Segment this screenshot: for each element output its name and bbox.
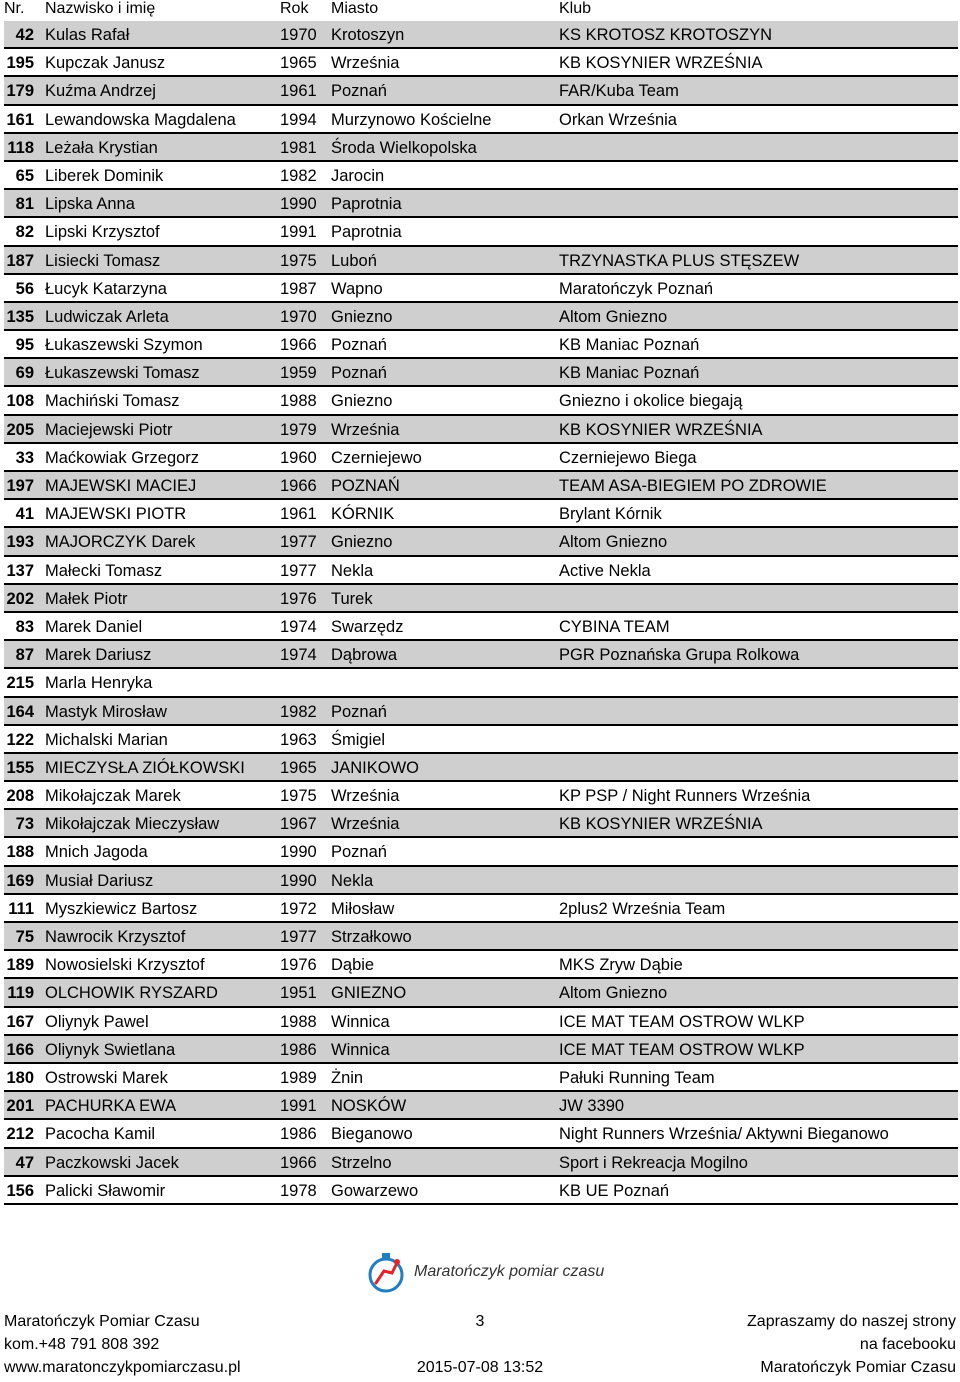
header-club: Klub (559, 0, 592, 17)
row-nr: 108 (6, 392, 34, 411)
row-name: Leżała Krystian (45, 138, 158, 157)
table-row (4, 979, 958, 1007)
row-year: 1981 (280, 138, 317, 157)
row-name: Mastyk Mirosław (45, 702, 167, 721)
row-club: KS KROTOSZ KROTOSZYN (559, 26, 773, 44)
row-year: 1972 (280, 899, 317, 918)
row-year: 1994 (280, 110, 317, 129)
row-city: Nekla (331, 561, 374, 580)
row-city: Poznań (331, 336, 387, 355)
row-name: Lipski Krzysztof (45, 223, 160, 242)
row-nr: 193 (6, 533, 34, 552)
page-footer (0, 1308, 960, 1382)
table-row (4, 1036, 958, 1064)
table-row (4, 106, 958, 134)
row-club: KB UE Poznań (559, 1181, 670, 1200)
row-city: Turek (331, 589, 373, 608)
row-nr: 189 (6, 956, 34, 975)
row-name: Oliynyk Swietlana (45, 1040, 176, 1059)
row-nr: 197 (6, 477, 34, 495)
row-nr: 41 (15, 505, 34, 524)
row-nr: 33 (15, 448, 34, 467)
table-row (4, 951, 958, 979)
row-name: Kupczak Janusz (45, 54, 166, 73)
row-year: 1974 (280, 617, 317, 636)
row-nr: 215 (6, 674, 34, 693)
row-name: Ostrowski Marek (45, 1068, 168, 1087)
table-row (4, 867, 958, 895)
row-club: Orkan Września (559, 110, 677, 129)
row-club: Brylant Kórnik (559, 505, 662, 524)
footer-website-link[interactable]: www.maratonczykpomiarczasu.pl (4, 1359, 241, 1376)
row-club: MKS Zryw Dąbie (559, 956, 683, 975)
row-year: 1967 (280, 815, 317, 834)
row-nr: 205 (6, 420, 34, 439)
row-nr: 187 (6, 251, 34, 270)
table-row (4, 726, 958, 754)
row-nr: 164 (6, 702, 34, 721)
header-year: Rok (280, 0, 309, 17)
footer-timestamp: 2015-07-08 13:52 (416, 1359, 544, 1376)
row-city: Września (331, 420, 400, 439)
row-year: 1951 (280, 984, 317, 1003)
row-club: KB Maniac Poznań (559, 336, 700, 355)
row-city: NOSKÓW (331, 1097, 407, 1116)
row-nr: 73 (15, 815, 34, 834)
row-year: 1988 (280, 392, 317, 411)
row-name: Mnich Jagoda (45, 843, 148, 862)
row-club: ICE MAT TEAM OSTROW WLKP (559, 1040, 805, 1059)
table-row (4, 190, 958, 218)
row-city: Poznań (331, 843, 387, 862)
row-nr: 111 (8, 899, 34, 918)
table-row (4, 641, 958, 669)
row-city: KÓRNIK (331, 505, 395, 524)
footer-company: Maratończyk Pomiar Czasu (4, 1313, 200, 1330)
row-name: Liberek Dominik (45, 166, 164, 185)
row-name: Mikołajczak Mieczysław (45, 815, 220, 834)
row-nr: 56 (15, 279, 34, 298)
row-name: Maciejewski Piotr (45, 420, 173, 439)
row-name: Mikołajczak Marek (45, 787, 181, 806)
row-name: Lewandowska Magdalena (45, 110, 236, 129)
row-year: 1991 (280, 1097, 317, 1116)
row-club: Pałuki Running Team (559, 1068, 715, 1087)
row-city: Września (331, 815, 400, 834)
row-nr: 180 (6, 1068, 34, 1087)
row-name: Łukaszewski Tomasz (45, 364, 200, 383)
table-row (4, 895, 958, 923)
row-year: 1974 (280, 646, 317, 665)
row-city: Strzelno (331, 1153, 392, 1172)
row-nr: 166 (6, 1040, 34, 1059)
row-name: Michalski Marian (45, 730, 168, 749)
table-row (4, 500, 958, 528)
row-year: 1966 (280, 477, 317, 495)
row-nr: 212 (6, 1125, 34, 1144)
row-city: Miłosław (331, 899, 395, 918)
footer-facebook-link[interactable]: na facebooku (859, 1336, 956, 1353)
row-nr: 169 (6, 871, 34, 890)
row-city: Poznań (331, 82, 387, 101)
row-name: Małecki Tomasz (45, 561, 163, 580)
row-city: Winnica (331, 1012, 390, 1031)
row-club: Gniezno i okolice biegają (559, 392, 743, 411)
row-city: Września (331, 787, 400, 806)
row-club: Altom Gniezno (559, 984, 668, 1003)
table-row (4, 387, 958, 415)
row-name: MIECZYSŁA ZIÓŁKOWSKI (45, 758, 245, 777)
row-name: Małek Piotr (45, 589, 128, 608)
row-nr: 167 (6, 1012, 34, 1031)
row-name: Musiał Dariusz (45, 871, 154, 890)
row-name: Marek Dariusz (45, 646, 152, 665)
row-club: KB KOSYNIER WRZEŚNIA (559, 815, 763, 834)
row-name: MAJORCZYK Darek (45, 533, 196, 552)
row-nr: 75 (15, 928, 34, 946)
table-row (4, 1177, 958, 1205)
row-name: Kulas Rafał (45, 26, 130, 44)
row-city: Dąbie (331, 956, 375, 975)
table-row (4, 21, 958, 49)
table-row (4, 134, 958, 162)
footer-brand: Maratończyk Pomiar Czasu (760, 1359, 956, 1376)
row-name: Machiński Tomasz (45, 392, 180, 411)
table-row (4, 810, 958, 838)
row-year: 1977 (280, 533, 317, 552)
table-row (4, 444, 958, 472)
row-city: Nekla (331, 871, 374, 890)
row-city: Gowarzewo (331, 1181, 419, 1200)
table-row (4, 585, 958, 613)
row-city: Swarzędz (331, 617, 404, 636)
header-name: Nazwisko i imię (45, 0, 156, 17)
row-nr: 202 (6, 589, 34, 608)
table-row (4, 528, 958, 556)
footer-phone: kom.+48 791 808 392 (4, 1336, 160, 1353)
row-name: MAJEWSKI PIOTR (45, 505, 187, 524)
table-row (4, 782, 958, 810)
row-nr: 137 (6, 561, 34, 580)
row-nr: 82 (15, 223, 34, 242)
table-row (4, 613, 958, 641)
table-row (4, 838, 958, 866)
footer-center (380, 1310, 580, 1379)
row-name: Łucyk Katarzyna (45, 279, 167, 298)
table-row (4, 754, 958, 782)
row-club: 2plus2 Września Team (559, 899, 726, 918)
row-name: Maćkowiak Grzegorz (45, 448, 200, 467)
row-city: Paprotnia (331, 223, 402, 242)
row-city: Wapno (331, 279, 383, 298)
row-club: Night Runners Września/ Aktywni Bieganowo (559, 1125, 889, 1144)
row-year: 1987 (280, 279, 317, 298)
brand-logo (362, 1247, 605, 1297)
row-year: 1982 (280, 702, 317, 721)
footer-invite: Zapraszamy do naszej strony (747, 1313, 956, 1330)
row-nr: 69 (15, 364, 34, 383)
row-city: Żnin (331, 1068, 364, 1087)
row-name: Paczkowski Jacek (45, 1153, 179, 1172)
table-row (4, 698, 958, 726)
row-nr: 65 (15, 166, 34, 185)
table-row (4, 1120, 958, 1148)
header-city: Miasto (331, 0, 379, 17)
row-nr: 156 (6, 1181, 34, 1200)
table-header (0, 0, 960, 20)
row-year: 1963 (280, 730, 317, 749)
row-club: Active Nekla (559, 561, 651, 580)
row-year: 1970 (280, 26, 317, 44)
row-year: 1970 (280, 307, 317, 326)
row-club: KB Maniac Poznań (559, 364, 700, 383)
row-year: 1989 (280, 1068, 317, 1087)
row-club: Czerniejewo Biega (559, 448, 697, 467)
row-nr: 201 (6, 1097, 34, 1116)
row-club: FAR/Kuba Team (559, 82, 679, 101)
table-row (4, 557, 958, 585)
row-name: Łukaszewski Szymon (45, 336, 203, 355)
row-year: 1961 (280, 82, 317, 101)
row-club: Altom Gniezno (559, 533, 668, 552)
row-name: Myszkiewicz Bartosz (45, 899, 198, 918)
row-year: 1975 (280, 787, 317, 806)
row-city: Strzałkowo (331, 928, 412, 946)
row-club: KP PSP / Night Runners Września (559, 787, 811, 806)
row-club: JW 3390 (559, 1097, 625, 1116)
row-year: 1976 (280, 589, 317, 608)
row-city: Poznań (331, 702, 387, 721)
row-nr: 188 (6, 843, 34, 862)
table-row (4, 1064, 958, 1092)
table-row (4, 416, 958, 444)
row-year: 1991 (280, 223, 317, 242)
row-city: Gniezno (331, 307, 393, 326)
row-city: Czerniejewo (331, 448, 422, 467)
row-year: 1960 (280, 448, 317, 467)
row-nr: 119 (7, 984, 34, 1003)
row-city: Września (331, 54, 400, 73)
footer-left (4, 1310, 241, 1379)
row-nr: 135 (6, 307, 34, 326)
row-city: Bieganowo (331, 1125, 413, 1144)
row-city: Murzynowo Kościelne (331, 110, 492, 129)
row-city: Gniezno (331, 392, 393, 411)
row-club: CYBINA TEAM (559, 617, 670, 636)
row-club: Altom Gniezno (559, 307, 668, 326)
row-nr: 47 (15, 1153, 34, 1172)
row-name: Lipska Anna (45, 195, 135, 214)
row-club: TRZYNASTKA PLUS STĘSZEW (559, 251, 800, 270)
row-club: Sport i Rekreacja Mogilno (559, 1153, 748, 1172)
row-name: OLCHOWIK RYSZARD (45, 984, 218, 1003)
row-year: 1966 (280, 1153, 317, 1172)
row-city: Krotoszyn (331, 26, 405, 44)
table-row (4, 359, 958, 387)
row-year: 1986 (280, 1125, 317, 1144)
row-year: 1977 (280, 928, 317, 946)
header-nr: Nr. (4, 0, 25, 17)
row-year: 1966 (280, 336, 317, 355)
row-year: 1982 (280, 166, 317, 185)
row-name: Lisiecki Tomasz (45, 251, 161, 270)
row-city: POZNAŃ (331, 477, 400, 495)
row-city: Winnica (331, 1040, 390, 1059)
row-nr: 81 (15, 195, 34, 214)
row-nr: 195 (6, 54, 34, 73)
table-row (4, 1008, 958, 1036)
table-row (4, 303, 958, 331)
results-table (4, 21, 958, 1205)
table-row (4, 275, 958, 303)
row-year: 1965 (280, 758, 317, 777)
row-name: Palicki Sławomir (45, 1181, 166, 1200)
row-club: KB KOSYNIER WRZEŚNIA (559, 54, 763, 73)
row-nr: 122 (6, 730, 34, 749)
table-row (4, 77, 958, 105)
row-city: Środa Wielkopolska (331, 138, 477, 157)
stopwatch-runner-icon (362, 1247, 412, 1297)
row-nr: 155 (6, 758, 34, 777)
row-nr: 95 (15, 336, 34, 355)
row-nr: 208 (6, 787, 34, 806)
row-year: 1977 (280, 561, 317, 580)
row-city: Jarocin (331, 166, 385, 185)
row-year: 1959 (280, 364, 317, 383)
row-name: Marla Henryka (45, 674, 153, 693)
row-year: 1990 (280, 195, 317, 214)
row-name: Ludwiczak Arleta (45, 307, 169, 326)
table-row (4, 49, 958, 77)
row-club: PGR Poznańska Grupa Rolkowa (559, 646, 800, 665)
page-number: 3 (475, 1313, 485, 1330)
row-name: Marek Daniel (45, 617, 143, 636)
row-nr: 83 (15, 617, 34, 636)
row-city: JANIKOWO (331, 758, 420, 777)
row-club: Maratończyk Poznań (559, 279, 714, 298)
row-nr: 42 (15, 26, 34, 44)
row-name: Oliynyk Pawel (45, 1012, 149, 1031)
footer-right (747, 1310, 956, 1379)
row-year: 1979 (280, 420, 317, 439)
row-club: TEAM ASA-BIEGIEM PO ZDROWIE (559, 477, 827, 495)
row-year: 1965 (280, 54, 317, 73)
table-row (4, 247, 958, 275)
row-year: 1978 (280, 1181, 317, 1200)
row-city: Paprotnia (331, 195, 402, 214)
row-year: 1975 (280, 251, 317, 270)
row-city: Śmigiel (331, 730, 386, 749)
table-row (4, 472, 958, 500)
row-nr: 179 (6, 82, 34, 101)
row-city: Luboń (331, 251, 377, 270)
table-row (4, 1149, 958, 1177)
row-city: Gniezno (331, 533, 393, 552)
table-row (4, 162, 958, 190)
table-row (4, 923, 958, 951)
row-year: 1990 (280, 843, 317, 862)
table-row (4, 218, 958, 246)
table-row (4, 669, 958, 697)
row-name: Nowosielski Krzysztof (45, 956, 205, 975)
row-name: PACHURKA EWA (45, 1097, 177, 1116)
table-row (4, 1092, 958, 1120)
row-name: Nawrocik Krzysztof (45, 928, 186, 946)
row-nr: 118 (7, 138, 34, 157)
row-nr: 161 (6, 110, 34, 129)
logo-text: Maratończyk pomiar czasu (414, 1263, 605, 1280)
row-name: Kuźma Andrzej (45, 82, 156, 101)
row-nr: 87 (15, 646, 34, 665)
table-row (4, 331, 958, 359)
row-name: Pacocha Kamil (45, 1125, 156, 1144)
row-club: ICE MAT TEAM OSTROW WLKP (559, 1012, 805, 1031)
row-city: GNIEZNO (331, 984, 407, 1003)
row-year: 1990 (280, 871, 317, 890)
row-club: KB KOSYNIER WRZEŚNIA (559, 420, 763, 439)
row-city: Dąbrowa (331, 646, 398, 665)
row-year: 1961 (280, 505, 317, 524)
row-year: 1976 (280, 956, 317, 975)
row-city: Poznań (331, 364, 387, 383)
row-name: MAJEWSKI MACIEJ (45, 477, 197, 495)
row-year: 1988 (280, 1012, 317, 1031)
row-year: 1986 (280, 1040, 317, 1059)
